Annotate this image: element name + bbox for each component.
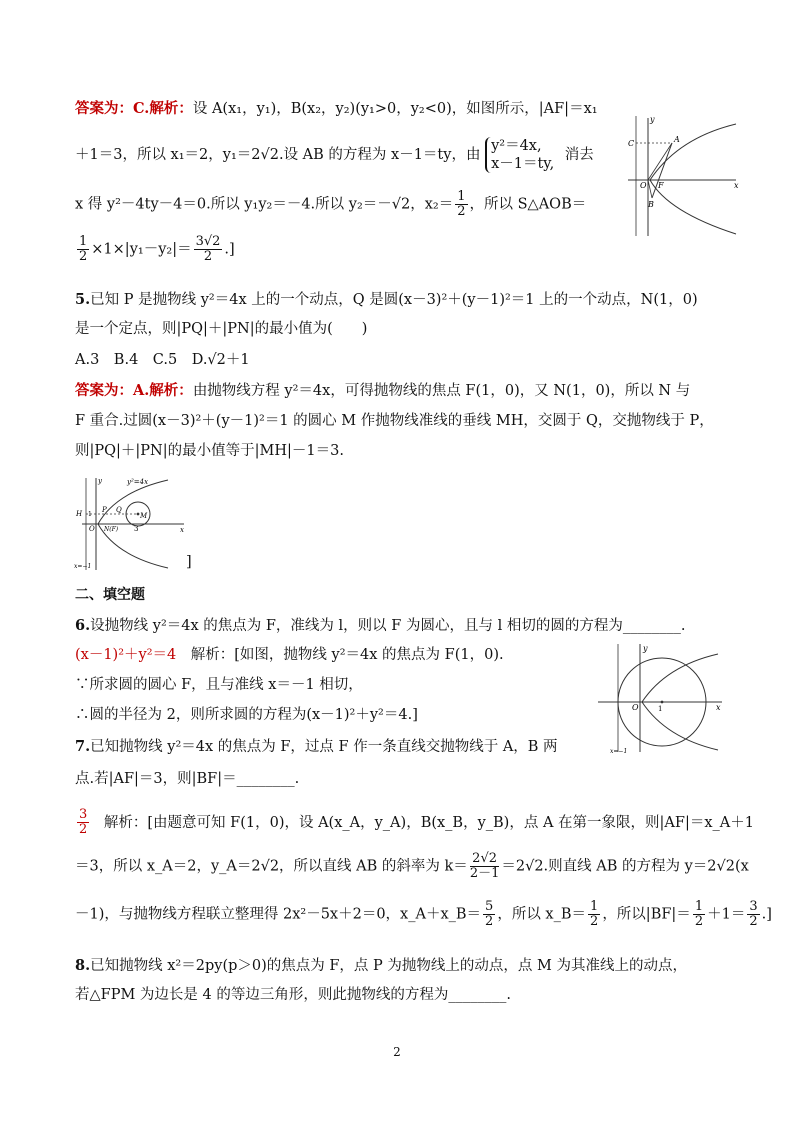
question-number: 6. [75, 617, 91, 634]
answer5-line1 [75, 381, 690, 401]
answer-text: ，所以 x_B＝ [497, 906, 587, 923]
answer6-line3 [75, 706, 418, 725]
point-B-label: B [648, 200, 654, 209]
fraction: $\frac{1}{2}$ [79, 234, 88, 264]
axis-x-label: x [716, 703, 721, 712]
question-text: 已知抛物线 y²＝4x 的焦点为 F，过点 F 作一条直线交抛物线于 A，B 两 [90, 739, 558, 755]
point-P-label: P [102, 506, 107, 514]
axis-y-label: y [643, 644, 648, 653]
axis-y-label: y [98, 477, 102, 485]
answer-text: －1)，与抛物线方程联立整理得 2x²－5x＋2＝0，x_A＋x_B＝ [75, 906, 482, 923]
answer4-line2 [75, 137, 594, 173]
fraction: $\frac{5}{2}$ [485, 899, 494, 929]
answer-text: 由抛物线方程 y²＝4x，可得抛物线的焦点 F(1，0)，又 N(1，0)，所以 N 与 [192, 383, 691, 399]
answer-label: 答案为：A.解析： [75, 382, 193, 399]
point-A-label: A [674, 135, 680, 144]
closing-bracket: ] [186, 554, 192, 570]
question8-line2 [75, 986, 511, 1005]
answer-text: .] [761, 906, 772, 923]
question-text: 点.若|AF|＝3，则|BF|＝________. [75, 771, 300, 787]
question7-line2 [75, 770, 299, 789]
origin-label: O [632, 703, 639, 712]
parabola-equation-label: y²=4x [127, 478, 149, 486]
answer-value: (x－1)²＋y²＝4 [75, 647, 177, 663]
question-text: 是一个定点，则|PQ|＋|PN|的最小值为( ) [75, 321, 368, 337]
answer6-line1 [75, 646, 504, 665]
page-number: 2 [393, 1045, 401, 1059]
question-text: 已知 P 是抛物线 y²＝4x 上的一个动点，Q 是圆(x－3)²＋(y－1)²＝1 上的一个动点，N(1，0) [90, 292, 698, 308]
tick-1-label: 1 [88, 511, 92, 518]
answer-text: ＝2√2.则直线 AB 的方程为 y＝2√2(x [501, 858, 749, 875]
answer6-line2 [75, 676, 363, 695]
fraction: $\frac{3}{2}$ [749, 899, 758, 929]
answer-text: 消去 [564, 147, 594, 163]
answer-text: ×1×|y₁－y₂|＝ [91, 241, 192, 258]
point-N-label: N(F) [104, 526, 119, 533]
parabola-chord-figure [618, 112, 742, 240]
question6-line1 [75, 616, 685, 636]
answer-text: x 得 y²－4ty－4＝0.所以 y₁y₂＝－4.所以 y₂＝－√2，x₂＝ [75, 196, 454, 213]
axis-x-label: x [180, 526, 184, 534]
tick-3-label: 3 [134, 525, 139, 533]
answer7-line3 [75, 900, 772, 929]
options-text: A.3 B.4 C.5 D.√2＋1 [75, 352, 250, 368]
answer5-line3 [75, 442, 344, 461]
question-text: 已知抛物线 x²＝2py(p＞0)的焦点为 F，点 P 为抛物线上的动点，点 M 为其准线上的动点， [90, 958, 687, 974]
answer-text: ＋1＝ [707, 906, 746, 923]
focus-circle-figure [594, 640, 726, 756]
focus-label: F [658, 181, 664, 190]
answer-label: 答案为：C.解析： [75, 100, 193, 117]
fraction: $\frac{1}{2}$ [457, 189, 466, 219]
answer-text: ＝3，所以 x_A＝2，y_A＝2√2，所以直线 AB 的斜率为 k＝ [75, 858, 468, 875]
question-text: 若△FPM 为边长是 4 的等边三角形，则此抛物线的方程为________. [75, 987, 511, 1003]
answer7-line2 [75, 852, 749, 881]
origin-label: O [89, 525, 95, 533]
point-H-label: H [76, 510, 83, 518]
question-number: 7. [75, 738, 91, 755]
question8-line1 [75, 956, 687, 976]
question5-options [75, 351, 250, 370]
fraction: $\frac{1}{2}$ [694, 899, 704, 929]
answer-text: .] [224, 241, 235, 258]
question-number: 5. [75, 291, 91, 308]
directrix-label: x=−1 [610, 748, 628, 755]
answer7-line1 [75, 808, 754, 837]
answer-text: ∴圆的半径为 2，则所求圆的方程为(x－1)²＋y²＝4.] [75, 707, 418, 723]
fraction: $\frac{2√2}{2-1}$ [469, 851, 500, 881]
point-M-label: M [140, 512, 148, 520]
origin-label: O [640, 181, 647, 190]
parabola-circle-figure [72, 474, 192, 574]
fraction: $\frac{3√2}{2}$ [195, 234, 221, 264]
answer5-line2 [75, 412, 714, 431]
answer-text: ，所以|BF|＝ [602, 906, 691, 923]
answer-text: F 重合.过圆(x－3)²＋(y－1)²＝1 的圆心 M 作抛物线准线的垂线 MH，交圆于 Q，交抛物线于 P， [75, 413, 714, 429]
answer-text: ，所以 S△AOB＝ [469, 196, 587, 213]
answer-fraction: $\frac{3}{2}$ [79, 807, 88, 837]
answer-text: ＋1＝3，所以 x₁＝2，y₁＝2√2.设 AB 的方程为 x－1＝ty，由 [75, 147, 481, 163]
tick-1-label: 1 [658, 705, 663, 713]
directrix-label: x=−1 [74, 563, 92, 570]
point-Q-label: Q [116, 506, 122, 514]
answer-text: 解析：[由题意可知 F(1，0)，设 A(x_A，y_A)，B(x_B，y_B)，点 A 在第一象限，则|AF|＝x_A＋1 [103, 814, 754, 831]
section-heading: 二、填空题 [75, 587, 145, 603]
question7-line1 [75, 737, 558, 757]
question-number: 8. [75, 957, 91, 974]
answer-text: 解析：[如图，抛物线 y²＝4x 的焦点为 F(1，0). [190, 647, 504, 663]
axis-x-label: x [734, 181, 739, 190]
answer-text: 设 A(x₁，y₁)，B(x₂，y₂)(y₁>0，y₂<0)，如图所示，|AF|＝x₁ [192, 101, 598, 117]
question-text: 设抛物线 y²＝4x 的焦点为 F，准线为 l，则以 F 为圆心，且与 l 相切的圆的方程为________. [90, 618, 686, 634]
point-C-label: C [628, 139, 635, 148]
answer-text: 则|PQ|＋|PN|的最小值等于|MH|－1＝3. [75, 443, 344, 459]
answer4-line4 [75, 235, 235, 264]
answer-text: ∵所求圆的圆心 F，且与准线 x＝－1 相切， [75, 677, 363, 693]
answer4-line1 [75, 99, 598, 119]
question5-line1 [75, 290, 698, 310]
answer4-line3 [75, 190, 586, 219]
equation-system: y²＝4x, x－1＝ty, [485, 137, 554, 173]
question5-line2 [75, 320, 367, 339]
axis-y-label: y [650, 115, 655, 124]
fraction: $\frac{1}{2}$ [590, 899, 599, 929]
